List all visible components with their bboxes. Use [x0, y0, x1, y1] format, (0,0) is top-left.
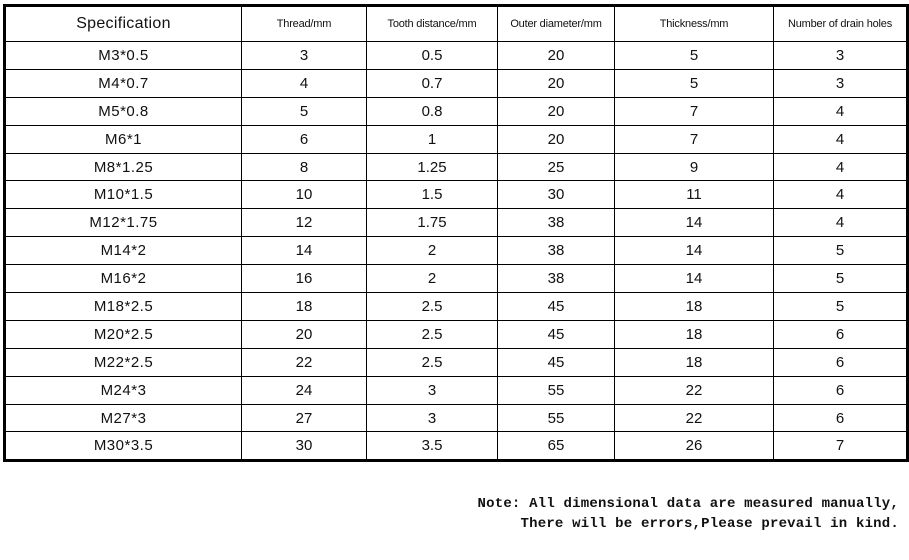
cell-outer-diameter: 38: [498, 265, 615, 293]
cell-outer-diameter: 55: [498, 404, 615, 432]
cell-drain-holes: 6: [774, 320, 908, 348]
note-line-1: Note: All dimensional data are measured manually,: [477, 496, 899, 512]
cell-thickness: 26: [615, 432, 774, 461]
cell-outer-diameter: 20: [498, 69, 615, 97]
cell-thickness: 7: [615, 97, 774, 125]
cell-thickness: 18: [615, 348, 774, 376]
cell-outer-diameter: 45: [498, 293, 615, 321]
measurement-note: [478, 494, 899, 534]
cell-thread: 5: [242, 97, 367, 125]
cell-tooth-distance: 2: [367, 237, 498, 265]
cell-specification: M4*0.7: [5, 69, 242, 97]
cell-thickness: 18: [615, 293, 774, 321]
table-row: [5, 348, 908, 376]
cell-specification: M6*1: [5, 125, 242, 153]
cell-thread: 20: [242, 320, 367, 348]
note-line-2: There will be errors,Please prevail in kind.: [520, 516, 899, 532]
cell-tooth-distance: 1.25: [367, 153, 498, 181]
cell-outer-diameter: 55: [498, 376, 615, 404]
cell-tooth-distance: 0.8: [367, 97, 498, 125]
table-row: [5, 404, 908, 432]
cell-drain-holes: 4: [774, 125, 908, 153]
cell-outer-diameter: 20: [498, 42, 615, 70]
header-thread: Thread/mm: [242, 6, 367, 42]
cell-tooth-distance: 1.5: [367, 181, 498, 209]
table-row: [5, 376, 908, 404]
cell-specification: M14*2: [5, 237, 242, 265]
cell-outer-diameter: 38: [498, 209, 615, 237]
header-tooth-distance: Tooth distance/mm: [367, 6, 498, 42]
cell-specification: M8*1.25: [5, 153, 242, 181]
header-drain-holes: Number of drain holes: [774, 6, 908, 42]
cell-specification: M5*0.8: [5, 97, 242, 125]
cell-specification: M12*1.75: [5, 209, 242, 237]
cell-thread: 27: [242, 404, 367, 432]
cell-thread: 22: [242, 348, 367, 376]
table-row: [5, 42, 908, 70]
cell-specification: M30*3.5: [5, 432, 242, 461]
cell-specification: M24*3: [5, 376, 242, 404]
cell-thickness: 22: [615, 404, 774, 432]
cell-tooth-distance: 1: [367, 125, 498, 153]
cell-thickness: 5: [615, 69, 774, 97]
cell-tooth-distance: 3: [367, 404, 498, 432]
cell-tooth-distance: 2.5: [367, 348, 498, 376]
table-body: [5, 42, 908, 461]
table-row: [5, 97, 908, 125]
cell-drain-holes: 4: [774, 97, 908, 125]
cell-outer-diameter: 65: [498, 432, 615, 461]
table-row: [5, 265, 908, 293]
cell-drain-holes: 4: [774, 181, 908, 209]
cell-drain-holes: 3: [774, 69, 908, 97]
cell-specification: M10*1.5: [5, 181, 242, 209]
cell-outer-diameter: 38: [498, 237, 615, 265]
cell-outer-diameter: 45: [498, 348, 615, 376]
cell-thread: 6: [242, 125, 367, 153]
header-row: [5, 6, 908, 42]
cell-tooth-distance: 1.75: [367, 209, 498, 237]
header-specification: Specification: [5, 6, 242, 42]
cell-drain-holes: 4: [774, 153, 908, 181]
cell-outer-diameter: 20: [498, 125, 615, 153]
table-row: [5, 153, 908, 181]
cell-thread: 12: [242, 209, 367, 237]
header-outer-diameter: Outer diameter/mm: [498, 6, 615, 42]
cell-thread: 10: [242, 181, 367, 209]
cell-outer-diameter: 45: [498, 320, 615, 348]
table-header: [5, 6, 908, 42]
cell-drain-holes: 3: [774, 42, 908, 70]
cell-thread: 18: [242, 293, 367, 321]
cell-thickness: 11: [615, 181, 774, 209]
cell-thickness: 14: [615, 209, 774, 237]
cell-thread: 30: [242, 432, 367, 461]
cell-thread: 14: [242, 237, 367, 265]
cell-tooth-distance: 0.7: [367, 69, 498, 97]
cell-thread: 24: [242, 376, 367, 404]
cell-drain-holes: 6: [774, 348, 908, 376]
table-row: [5, 237, 908, 265]
cell-tooth-distance: 3.5: [367, 432, 498, 461]
cell-outer-diameter: 25: [498, 153, 615, 181]
cell-thickness: 7: [615, 125, 774, 153]
cell-drain-holes: 7: [774, 432, 908, 461]
cell-outer-diameter: 30: [498, 181, 615, 209]
cell-drain-holes: 5: [774, 265, 908, 293]
cell-thread: 16: [242, 265, 367, 293]
cell-thickness: 14: [615, 237, 774, 265]
cell-specification: M20*2.5: [5, 320, 242, 348]
cell-thickness: 22: [615, 376, 774, 404]
cell-specification: M27*3: [5, 404, 242, 432]
table-row: [5, 293, 908, 321]
cell-tooth-distance: 3: [367, 376, 498, 404]
cell-specification: M22*2.5: [5, 348, 242, 376]
table-row: [5, 432, 908, 461]
cell-thread: 3: [242, 42, 367, 70]
cell-thickness: 18: [615, 320, 774, 348]
table-row: [5, 209, 908, 237]
cell-drain-holes: 6: [774, 376, 908, 404]
cell-thread: 8: [242, 153, 367, 181]
cell-thickness: 9: [615, 153, 774, 181]
cell-thread: 4: [242, 69, 367, 97]
cell-tooth-distance: 2.5: [367, 320, 498, 348]
cell-drain-holes: 5: [774, 293, 908, 321]
header-thickness: Thickness/mm: [615, 6, 774, 42]
cell-drain-holes: 6: [774, 404, 908, 432]
specification-table: [3, 4, 909, 462]
cell-specification: M3*0.5: [5, 42, 242, 70]
cell-thickness: 14: [615, 265, 774, 293]
table-row: [5, 320, 908, 348]
cell-specification: M18*2.5: [5, 293, 242, 321]
cell-drain-holes: 4: [774, 209, 908, 237]
table-row: [5, 69, 908, 97]
cell-tooth-distance: 2: [367, 265, 498, 293]
cell-thickness: 5: [615, 42, 774, 70]
cell-outer-diameter: 20: [498, 97, 615, 125]
table-row: [5, 125, 908, 153]
cell-tooth-distance: 2.5: [367, 293, 498, 321]
cell-drain-holes: 5: [774, 237, 908, 265]
cell-tooth-distance: 0.5: [367, 42, 498, 70]
table-row: [5, 181, 908, 209]
cell-specification: M16*2: [5, 265, 242, 293]
